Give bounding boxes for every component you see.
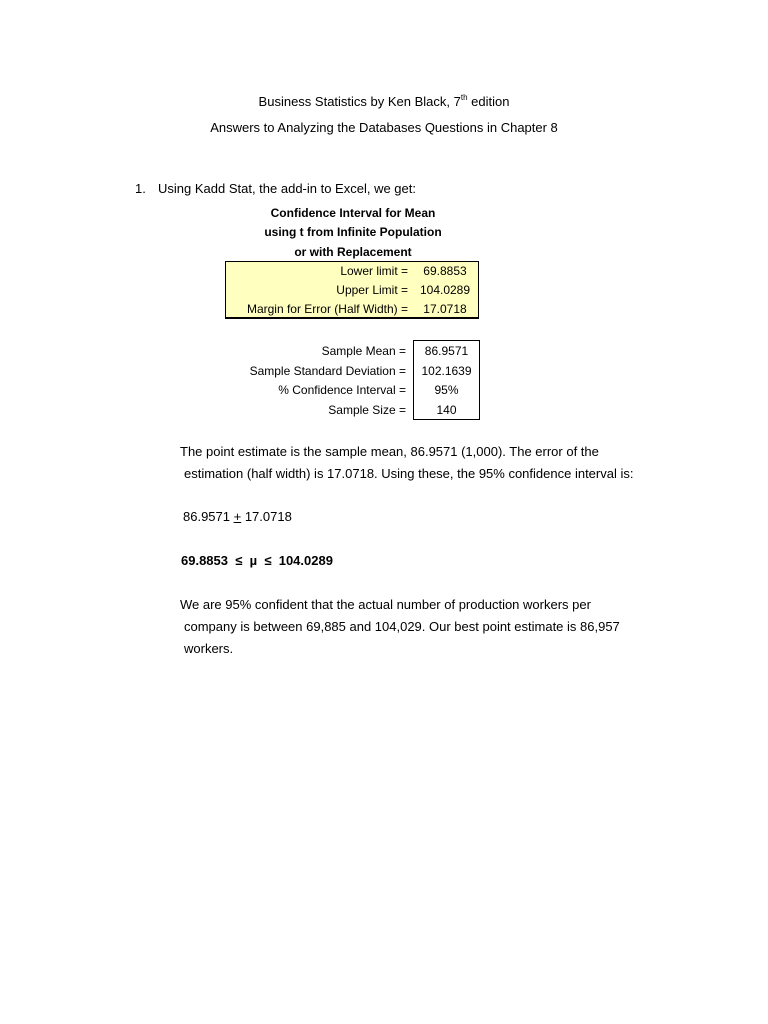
ci-row-upper-limit (226, 281, 480, 300)
ci-heading-line-1: Confidence Interval for Mean (270, 206, 436, 220)
ci-label: Upper Limit = (336, 283, 408, 297)
formula-half-width: 17.0718 (241, 509, 292, 524)
stats-values-box (413, 340, 480, 420)
stat-label: Sample Standard Deviation = (249, 364, 406, 378)
title-superscript: th (460, 92, 468, 102)
less-equal-symbol: ≤ (235, 553, 243, 568)
ci-heading-line-3: or with Replacement (294, 245, 412, 259)
stat-row-mean (0, 341, 768, 361)
ci-value: 69.8853 (423, 264, 467, 278)
list-number: 1. (135, 181, 146, 196)
paragraph-line: The point estimate is the sample mean, 86.9571 (1,000). The error of the (180, 444, 599, 459)
explanation-paragraph (180, 441, 700, 485)
stat-value-mean: 86.9571 (424, 344, 469, 358)
document-subtitle: Answers to Analyzing the Databases Questions in Chapter 8 (210, 120, 558, 135)
ci-value: 104.0289 (419, 283, 471, 297)
document-title (0, 94, 768, 110)
stat-value-confidence: 95% (434, 383, 459, 397)
inequality-low: 69.8853 (181, 553, 228, 568)
stat-value-std-dev: 102.1639 (421, 364, 472, 378)
paragraph-line: company is between 69,885 and 104,029. Our best point estimate is 86,957 (184, 619, 620, 634)
mu-symbol: µ (249, 553, 258, 568)
ci-label: Margin for Error (Half Width) = (246, 302, 408, 316)
title-suffix: edition (467, 94, 510, 109)
conclusion-paragraph (180, 594, 700, 660)
stat-value-size: 140 (436, 403, 457, 417)
stat-label: Sample Size = (328, 403, 406, 417)
less-equal-symbol: ≤ (264, 553, 272, 568)
paragraph-line: workers. (184, 641, 234, 656)
title-text: Business Statistics by Ken Black, 7 (258, 94, 461, 109)
paragraph-line: estimation (half width) is 17.0718. Using these, the 95% confidence interval is: (184, 466, 634, 481)
paragraph-line: We are 95% confident that the actual number of production workers per (180, 597, 591, 612)
confidence-inequality (181, 553, 333, 569)
list-item-text: Using Kadd Stat, the add-in to Excel, we get: (158, 181, 416, 196)
ci-value: 17.0718 (423, 302, 467, 316)
stat-row-size (0, 400, 768, 420)
inequality-high: 104.0289 (278, 553, 333, 568)
ci-label: Lower limit = (340, 264, 408, 278)
ci-row-margin-error (226, 300, 480, 319)
stat-label: % Confidence Interval = (278, 383, 406, 397)
stat-row-confidence (0, 380, 768, 400)
stat-label: Sample Mean = (321, 344, 406, 358)
plus-minus-symbol: + (233, 509, 242, 524)
ci-row-lower-limit (226, 262, 480, 281)
stat-row-std-dev (0, 361, 768, 381)
ci-heading-line-2: using t from Infinite Population (264, 225, 442, 239)
formula-mean: 86.9571 (183, 509, 234, 524)
ci-results-box (225, 261, 479, 319)
interval-formula (183, 509, 292, 525)
